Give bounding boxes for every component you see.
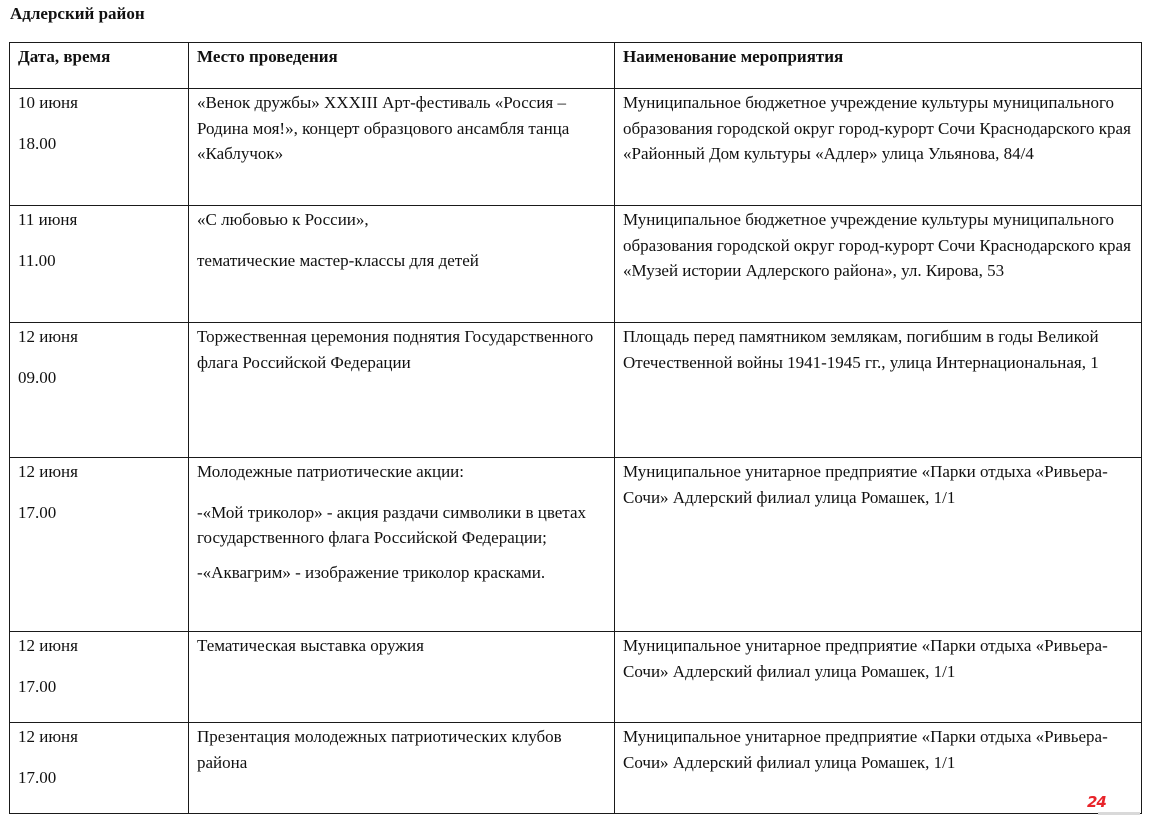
event-name-cell: Муниципальное унитарное предприятие «Парки отдыха «Ривьера-Сочи» Адлерский филиал улица Ромашек, 1/1 xyxy=(615,632,1142,723)
date-time-cell xyxy=(10,632,189,723)
event-name-cell: Муниципальное бюджетное учреждение культуры муниципального образования городской округ город-курорт Сочи Краснодарского края «Музей истории Адлерского района», ул. Кирова, 53 xyxy=(615,206,1142,323)
event-time: 17.00 xyxy=(18,502,57,522)
event-time: 18.00 xyxy=(18,133,57,153)
venue-cell xyxy=(189,632,615,723)
table-header-row xyxy=(10,43,1142,89)
event-date: 10 июня xyxy=(18,93,78,112)
venue-cell xyxy=(189,89,615,206)
venue-text: «С любовью к России», xyxy=(197,210,369,229)
watermark-strip xyxy=(1098,812,1140,815)
table-row xyxy=(10,89,1142,206)
event-time: 09.00 xyxy=(18,367,57,387)
event-date: 12 июня xyxy=(18,636,78,655)
venue-text: -«Мой триколор» - акция раздачи символики в цветах государственного флага Российской Федерации; xyxy=(197,502,586,547)
event-name-cell: Муниципальное бюджетное учреждение культуры муниципального образования городской округ город-курорт Сочи Краснодарского края «Районный Дом культуры «Адлер» улица Ульянова, 84/4 xyxy=(615,89,1142,206)
date-time-cell xyxy=(10,206,189,323)
table-row xyxy=(10,206,1142,323)
venue-cell xyxy=(189,458,615,632)
table-row xyxy=(10,458,1142,632)
venue-text: «Венок дружбы» XXXIII Арт-фестиваль «Россия – Родина моя!», концерт образцового ансамбля танца «Каблучок» xyxy=(197,93,570,163)
table-row xyxy=(10,323,1142,458)
event-date: 12 июня xyxy=(18,327,78,346)
event-name-cell: Муниципальное унитарное предприятие «Парки отдыха «Ривьера-Сочи» Адлерский филиал улица Ромашек, 1/1 xyxy=(615,723,1142,814)
date-time-cell xyxy=(10,723,189,814)
event-time: 11.00 xyxy=(18,250,56,270)
table-row xyxy=(10,632,1142,723)
date-time-cell xyxy=(10,458,189,632)
table-row xyxy=(10,723,1142,814)
venue-cell xyxy=(189,723,615,814)
date-time-cell xyxy=(10,323,189,458)
watermark-logo: 24 xyxy=(1087,793,1106,811)
event-name-cell: Муниципальное унитарное предприятие «Парки отдыха «Ривьера-Сочи» Адлерский филиал улица Ромашек, 1/1 xyxy=(615,458,1142,632)
event-date: 12 июня xyxy=(18,462,78,481)
date-time-cell xyxy=(10,89,189,206)
event-date: 12 июня xyxy=(18,727,78,746)
venue-text: -«Аквагрим» - изображение триколор красками. xyxy=(197,562,546,582)
header-date-time: Дата, время xyxy=(10,43,189,89)
venue-text: Тематическая выставка оружия xyxy=(197,636,424,655)
events-table xyxy=(9,42,1142,814)
venue-text: Презентация молодежных патриотических клубов района xyxy=(197,727,562,772)
event-name-cell: Площадь перед памятником землякам, погибшим в годы Великой Отечественной войны 1941-1945 гг., улица Интернациональная, 1 xyxy=(615,323,1142,458)
event-date: 11 июня xyxy=(18,210,78,229)
venue-cell xyxy=(189,206,615,323)
venue-text: Торжественная церемония поднятия Государственного флага Российской Федерации xyxy=(197,327,594,372)
header-venue: Место проведения xyxy=(189,43,615,89)
venue-cell xyxy=(189,323,615,458)
venue-text: тематические мастер-классы для детей xyxy=(197,250,479,270)
page-heading: Адлерский район xyxy=(10,4,145,23)
event-time: 17.00 xyxy=(18,767,57,787)
venue-text: Молодежные патриотические акции: xyxy=(197,462,464,481)
event-time: 17.00 xyxy=(18,676,57,696)
header-event-name: Наименование мероприятия xyxy=(615,43,1142,89)
